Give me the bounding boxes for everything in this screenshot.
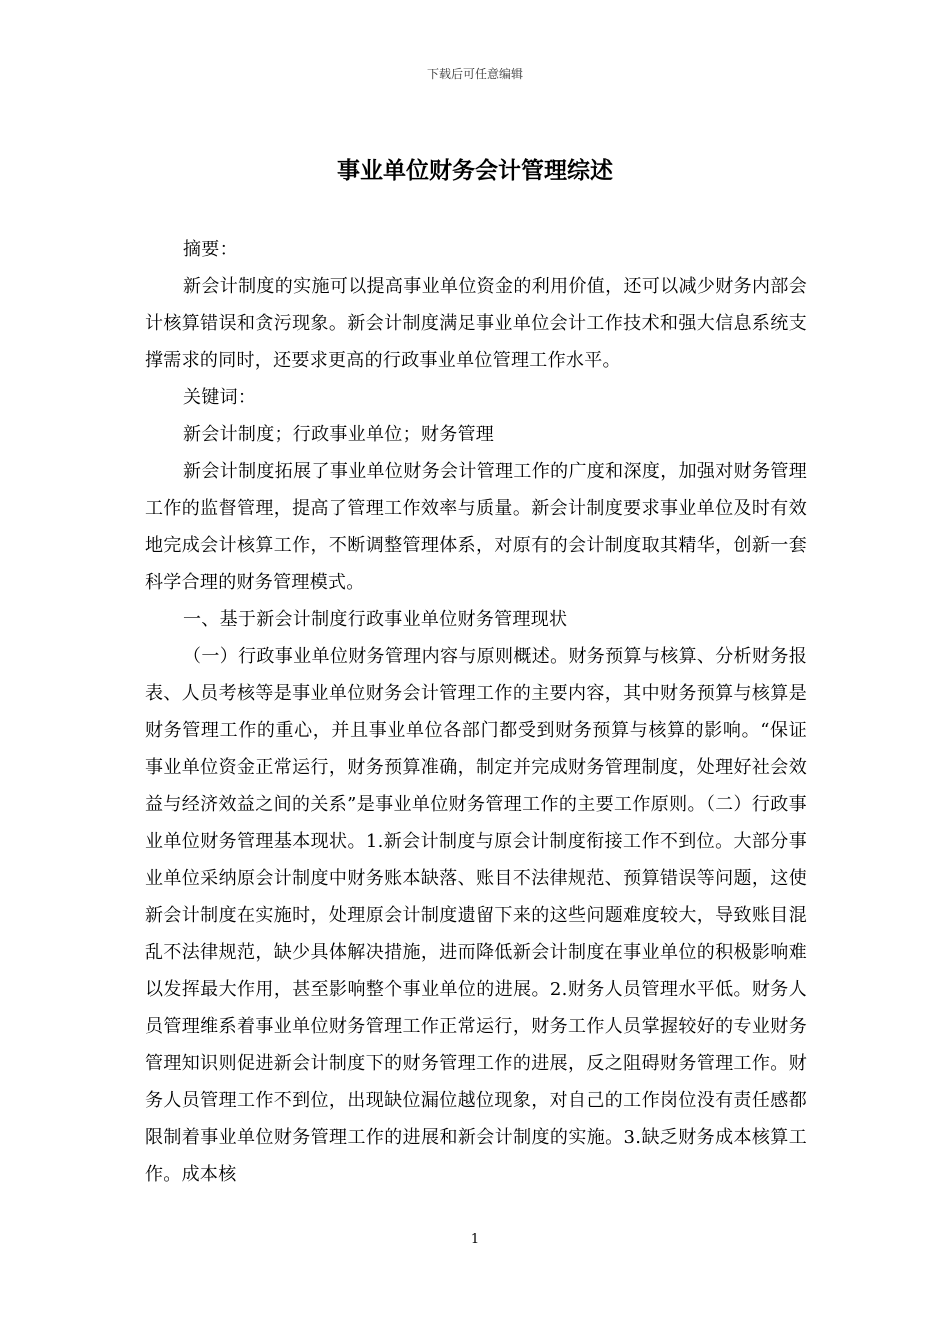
abstract-label: 摘要： <box>183 239 238 260</box>
section-heading: 一、基于新会计制度行政事业单位财务管理现状 <box>183 609 568 630</box>
page-header-note: 下载后可任意编辑 <box>426 67 523 81</box>
section-body-paragraph: （一）行政事业单位财务管理内容与原则概述。财务预算与核算、分析财务报表、人员考核等是事业单位财务会计管理工作的主要内容，其中财务预算与核算是财务管理工作的重心，并且事业单位各部门都受到财务预算与核算的影响。“保证事业单位资金正常运行，财务预算准确，制定并完成财务管理制度，处理好社会效益与经济效益之间的关系”是事业单位财务管理工作的主要工作原则。（二）行政事业单位财务管理基本现状。1.新会计制度与原会计制度衔接工作不到位。大部分事业单位采纳原会计制度中财务账本缺落、账目不法律规范、预算错误等问题，这使新会计制度在实施时，处理原会计制度遗留下来的这些问题难度较大，导致账目混乱不法律规范，缺少具体解决措施，进而降低新会计制度在事业单位的积极影响难以发挥最大作用，甚至影响整个事业单位的进展。2.财务人员管理水平低。财务人员管理维系着事业单位财务管理工作正常运行，财务工作人员掌握较好的专业财务管理知识则促进新会计制度下的财务管理工作的进展，反之阻碍财务管理工作。财务人员管理工作不到位，出现缺位漏位越位现象，对自己的工作岗位没有责任感都限制着事业单位财务管理工作的进展和新会计制度的实施。3.缺乏财务成本核算工作。成本核 <box>145 646 807 1185</box>
document-title: 事业单位财务会计管理综述 <box>337 158 613 184</box>
intro-paragraph: 新会计制度拓展了事业单位财务会计管理工作的广度和深度，加强对财务管理工作的监督管理，提高了管理工作效率与质量。新会计制度要求事业单位及时有效地完成会计核算工作，不断调整管理体系，对原有的会计制度取其精华，创新一套科学合理的财务管理模式。 <box>145 461 807 593</box>
abstract-paragraph: 新会计制度的实施可以提高事业单位资金的利用价值，还可以减少财务内部会计核算错误和贪污现象。新会计制度满足事业单位会计工作技术和强大信息系统支撑需求的同时，还要求更高的行政事业单位管理工作水平。 <box>145 276 807 371</box>
document-body <box>145 231 807 1193</box>
page-number: 1 <box>470 1232 480 1247</box>
keywords-paragraph: 新会计制度；行政事业单位；财务管理 <box>183 424 495 445</box>
keywords-label: 关键词： <box>183 387 257 408</box>
